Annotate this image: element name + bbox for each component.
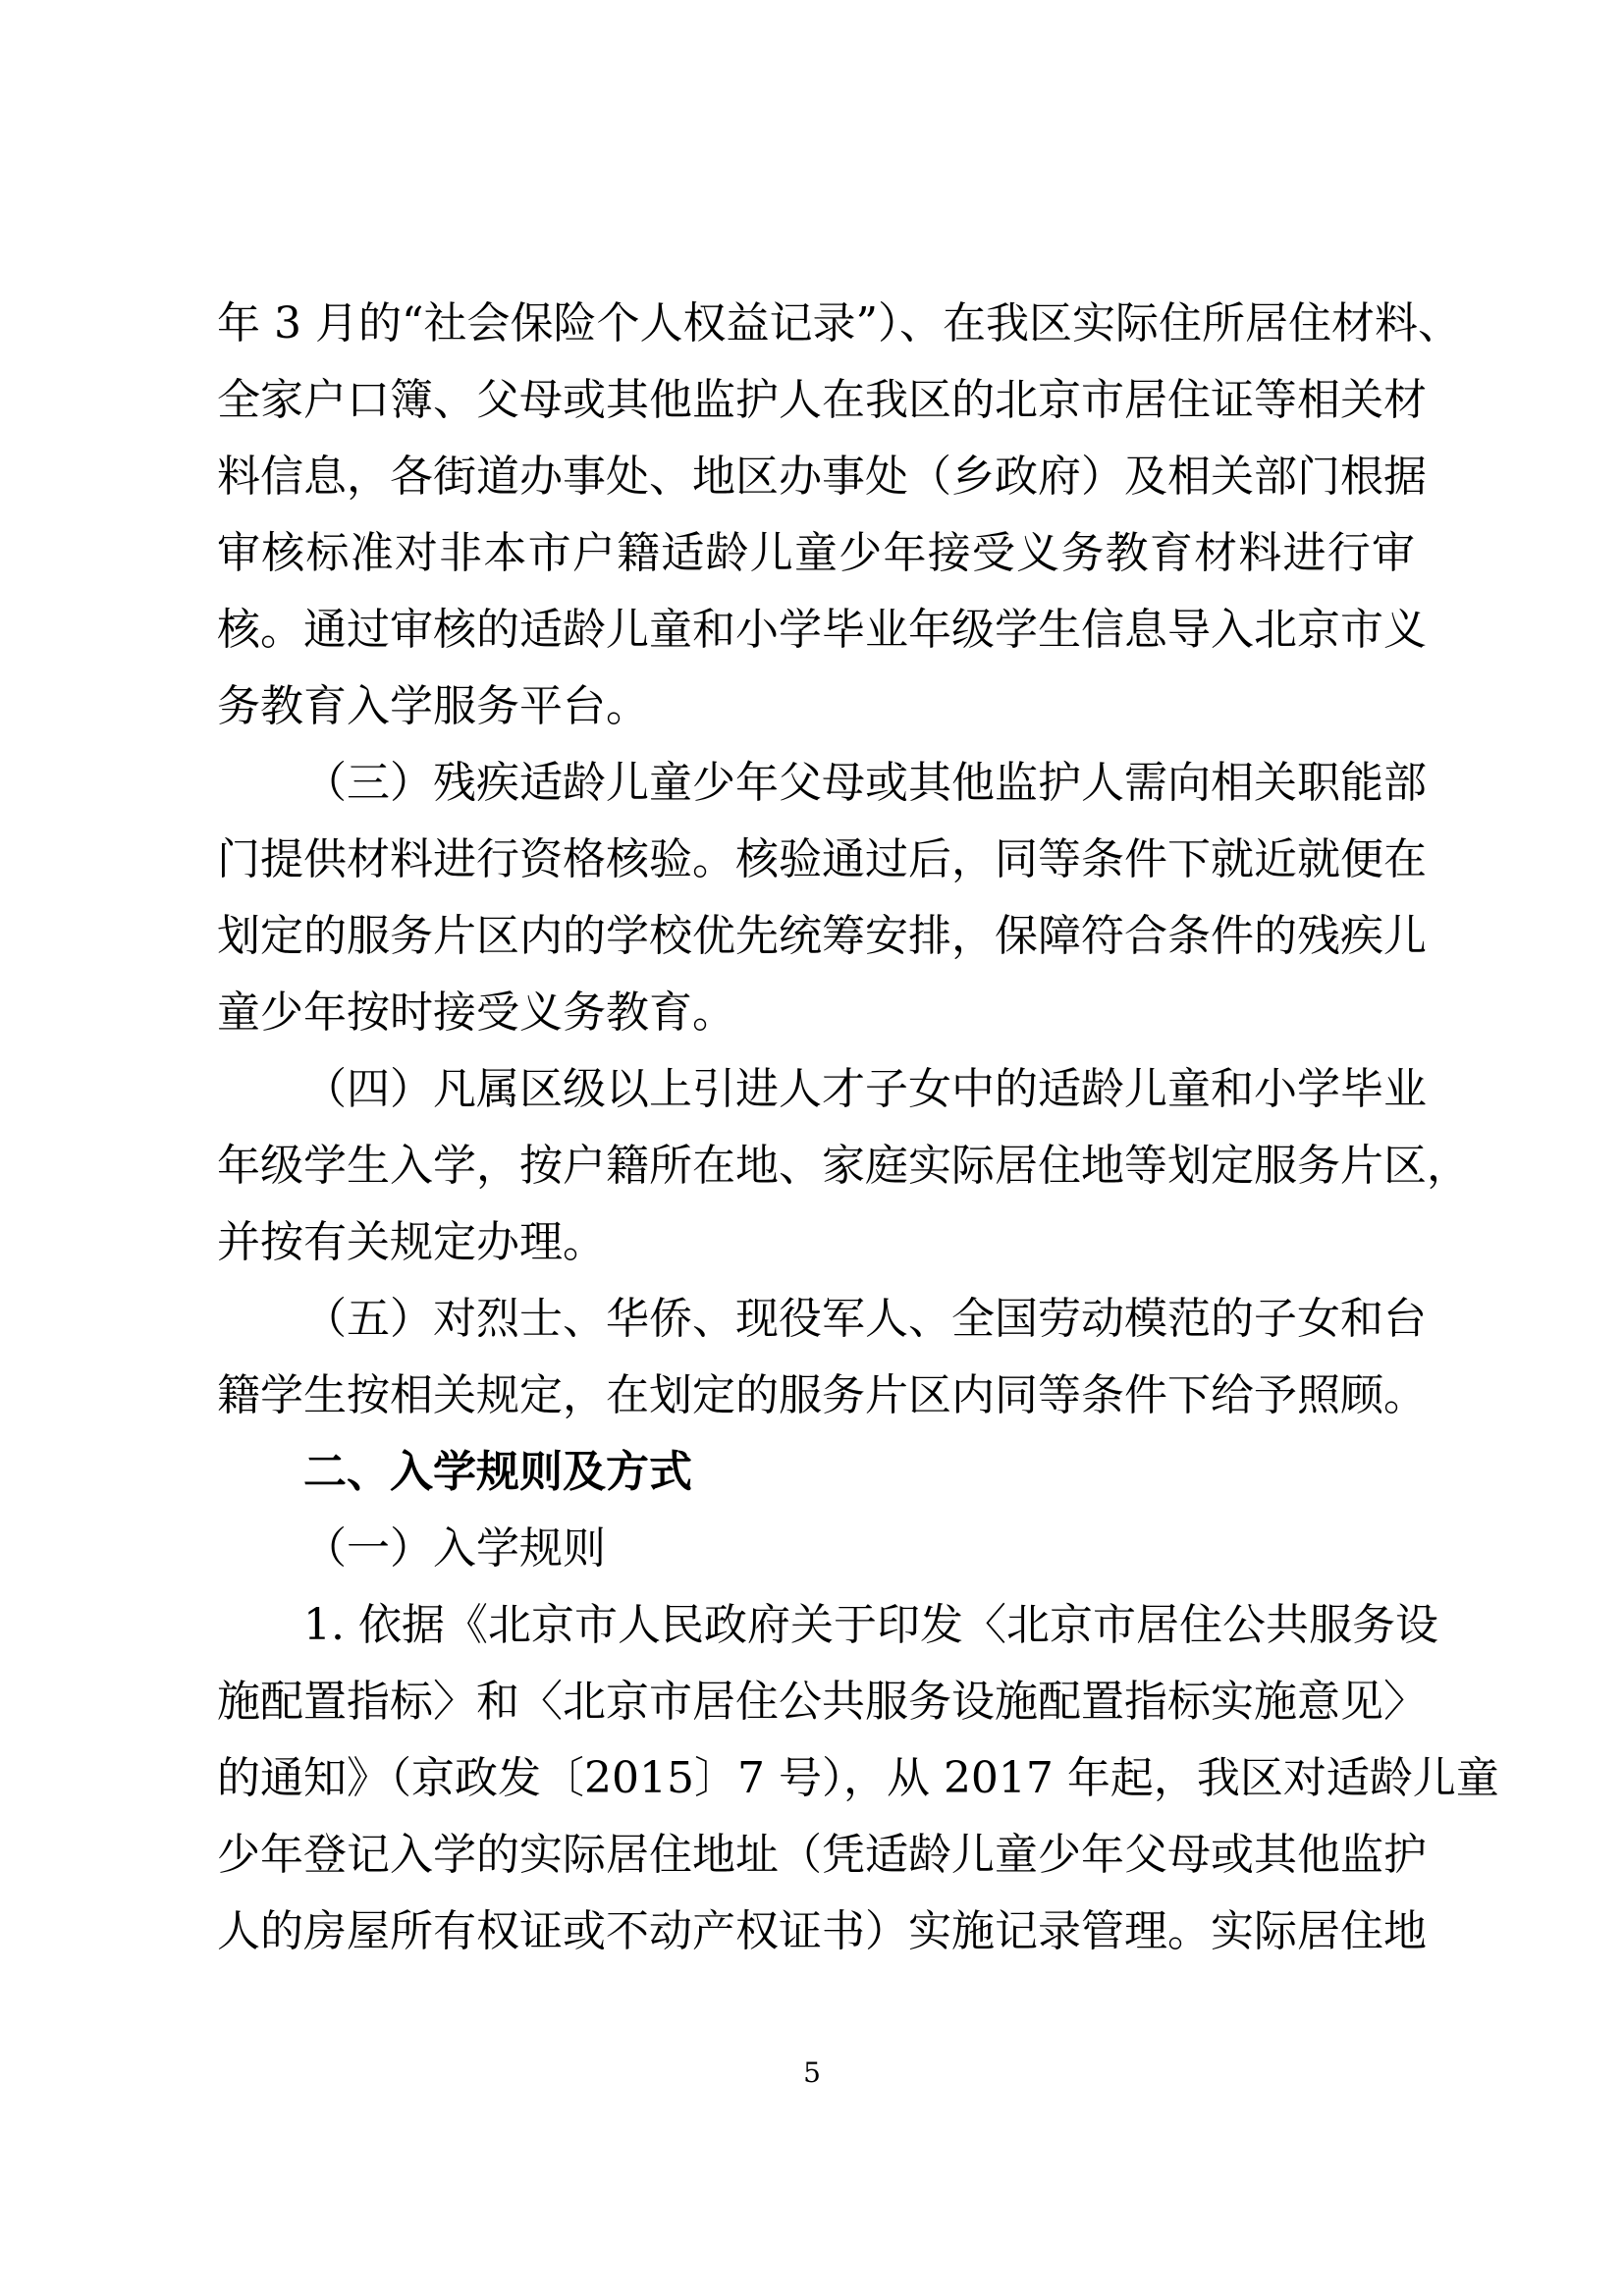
page-number: 5 — [803, 2056, 821, 2089]
paragraph-line: 籍学生按相关规定，在划定的服务片区内同等条件下给予照顾。 — [217, 1370, 1427, 1420]
paragraph-line: 年 3 月的“社会保险个人权益记录”）、在我区实际住所居住材料、 — [217, 298, 1461, 348]
paragraph-line: 全家户口簿、父母或其他监护人在我区的北京市居住证等相关材 — [217, 375, 1427, 425]
paragraph-line: （四）凡属区级以上引进人才子女中的适龄儿童和小学毕业 — [303, 1064, 1427, 1114]
section-heading: 二、入学规则及方式 — [303, 1447, 692, 1497]
paragraph-line: 年级学生入学，按户籍所在地、家庭实际居住地等划定服务片区， — [217, 1141, 1470, 1191]
paragraph-line: 务教育入学服务平台。 — [217, 681, 649, 731]
paragraph-line: （五）对烈士、华侨、现役军人、全国劳动模范的子女和台 — [303, 1294, 1427, 1344]
paragraph-line: 核。通过审核的适龄儿童和小学毕业年级学生信息导入北京市义 — [217, 605, 1427, 655]
paragraph-line: 料信息，各街道办事处、地区办事处（乡政府）及相关部门根据 — [217, 452, 1427, 502]
paragraph-line: 少年登记入学的实际居住地址（凭适龄儿童少年父母或其他监护 — [217, 1830, 1427, 1880]
paragraph-line: 1. 依据《北京市人民政府关于印发〈北京市居住公共服务设 — [303, 1600, 1438, 1650]
paragraph-line: 并按有关规定办理。 — [217, 1217, 606, 1267]
subsection-heading: （一）入学规则 — [303, 1523, 606, 1574]
paragraph-line: （三）残疾适龄儿童少年父母或其他监护人需向相关职能部 — [303, 758, 1427, 808]
paragraph-line: 审核标准对非本市户籍适龄儿童少年接受义务教育材料进行审 — [217, 528, 1415, 578]
paragraph-line: 人的房屋所有权证或不动产权证书）实施记录管理。实际居住地 — [217, 1906, 1427, 1956]
paragraph-line: 童少年按时接受义务教育。 — [217, 988, 735, 1038]
paragraph-line: 门提供材料进行资格核验。核验通过后，同等条件下就近就便在 — [217, 834, 1427, 884]
paragraph-line: 的通知》（京政发〔2015〕7 号），从 2017 年起，我区对适龄儿童 — [217, 1753, 1499, 1803]
paragraph-line: 划定的服务片区内的学校优先统筹安排，保障符合条件的残疾儿 — [217, 911, 1427, 961]
paragraph-line: 施配置指标〉和〈北京市居住公共服务设施配置指标实施意见〉 — [217, 1677, 1427, 1727]
